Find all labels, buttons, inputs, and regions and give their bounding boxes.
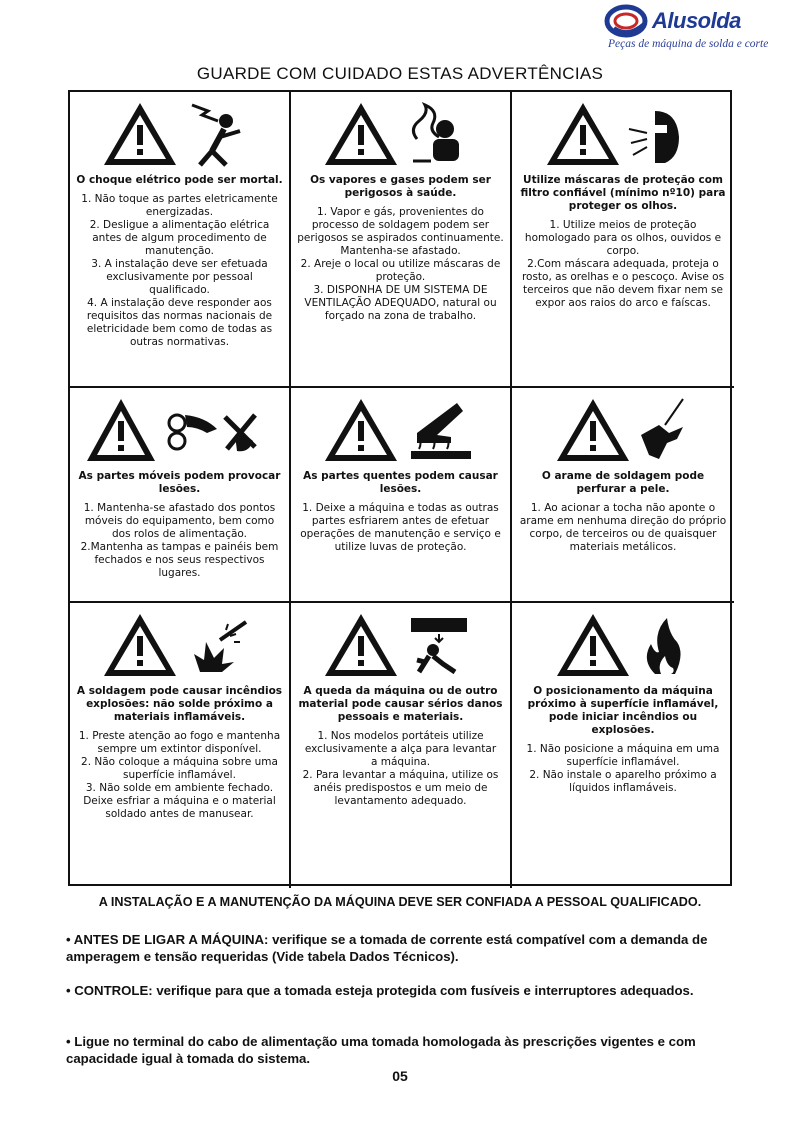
warning-line: 4. A instalação deve responder aos requisitos das normas nacionais de eletricidade bem como de todas as outras normativas. (86, 297, 273, 348)
warning-line: 2.Mantenha as tampas e painéis bem fechados e nos seus respectivos lugares. (80, 541, 279, 579)
warning-title: As partes móveis podem provocar lesões. (78, 470, 281, 495)
warning-line: 2. Areje o local ou utilize máscaras de proteção. (300, 258, 501, 283)
warning-line: 2. Para levantar a máquina, utilize os anéis predispostos e um meio de levantamento adequado. (302, 769, 499, 807)
warning-line: 3. Não solde em ambiente fechado. (85, 782, 274, 794)
alusolda-swoosh-icon (604, 4, 652, 38)
warning-line: 2. Não instale o aparelho próximo a líquidos inflamáveis. (529, 769, 717, 794)
wire-puncture-icon (553, 395, 693, 465)
brand-logo (600, 4, 790, 54)
warning-title: A queda da máquina ou de outro material pode causar sérios danos pessoais e materiais. (298, 685, 503, 723)
warning-line: 1. Utilize meios de proteção homologado para os olhos, ouvidos e corpo. (524, 219, 722, 257)
warning-line: 3. DISPONHA DE UM SISTEMA DE VENTILAÇÃO ADEQUADO, natural ou forçado na zona de trabalho. (304, 284, 497, 322)
warning-line: 1. Nos modelos portáteis utilize exclusivamente a alça para levantar (304, 730, 497, 755)
electric-shock-icon (100, 99, 260, 169)
warning-line: 1. Ao acionar a tocha não aponte o arame em nenhuma direção do próprio corpo, de terceiros ou de quaisquer materiais metálicos. (519, 502, 727, 553)
warning-cell (291, 388, 512, 603)
fumes-gases-icon (321, 99, 481, 169)
warning-line: 2. Desligue a alimentação elétrica antes de algum procedimento de manutenção. (89, 219, 270, 257)
warning-line: 1. Não posicione a máquina em uma superfície inflamável. (526, 743, 720, 768)
warning-cell (512, 388, 734, 603)
warning-cell (70, 388, 291, 603)
page-title: GUARDE COM CUIDADO ESTAS ADVERTÊNCIAS (196, 64, 604, 83)
warning-cell (512, 92, 734, 388)
warning-title: O arame de soldagem pode perfurar a pele. (541, 470, 705, 495)
warning-title: Os vapores e gases podem ser perigosos à saúde. (310, 174, 491, 199)
warning-line: 2.Com máscara adequada, proteja o rosto, as orelhas e o pescoço. Avise os terceiros que não devem fixar nem se expor aos raios do arco e faíscas. (521, 258, 725, 309)
warning-line: 1. Preste atenção ao fogo e mantenha sempre um extintor disponível. (78, 730, 281, 755)
hot-parts-icon (321, 395, 481, 465)
flammable-surface-icon (553, 610, 693, 680)
warnings-grid (68, 90, 732, 886)
footer-main-warning: A INSTALAÇÃO E A MANUTENÇÃO DA MÁQUINA DEVE SER CONFIADA A PESSOAL QUALIFICADO. (98, 895, 702, 909)
brand-tagline: Peças de máquina de solda e corte (608, 38, 769, 50)
warning-line: Deixe esfriar a máquina e o material soldado antes de manusear. (83, 795, 276, 820)
warning-line: 1. Mantenha-se afastado dos pontos móveis do equipamento, bem como dos rolos de alimentação. (83, 502, 276, 540)
warning-line: a máquina. (370, 756, 431, 768)
warning-title: O posicionamento da máquina próximo à superfície inflamável, pode iniciar incêndios ou explosões. (527, 685, 719, 736)
warning-line: 1. Não toque as partes eletricamente energizadas. (81, 193, 278, 218)
warning-title: O choque elétrico pode ser mortal. (76, 174, 283, 186)
page-number: 05 (392, 1068, 408, 1084)
warning-line: 1. Deixe a máquina e todas as outras partes esfriarem antes de efetuar operações de manutenção e serviço e utilize luvas de proteção. (300, 502, 501, 553)
warning-cell (291, 603, 512, 888)
warning-line: 2. Não coloque a máquina sobre uma superfície inflamável. (81, 756, 278, 781)
fire-explosion-icon (100, 610, 260, 680)
note-item: • ANTES DE LIGAR A MÁQUINA: verifique se a tomada de corrente está compatível com a demanda de amperagem e tensão requeridas (Vide tabela Dados Técnicos). (66, 932, 708, 964)
warning-line: 3. A instalação deve ser efetuada exclusivamente por pessoal qualificado. (91, 258, 268, 296)
moving-parts-icon (85, 395, 275, 465)
warning-line: 1. Vapor e gás, provenientes do processo de soldagem podem ser perigosos se aspirados continuamente. Mantenha-se afastado. (297, 206, 504, 257)
warning-cell (512, 603, 734, 888)
warning-title: A soldagem pode causar incêndios explosões: não solde próximo a materiais inflamáveis. (76, 685, 283, 723)
welding-mask-icon (543, 99, 703, 169)
warning-cell (70, 603, 291, 888)
warning-cell (70, 92, 291, 388)
note-item: • CONTROLE: verifique para que a tomada esteja protegida com fusíveis e interruptores adequados. (66, 983, 694, 998)
warning-title: As partes quentes podem causar lesões. (303, 470, 498, 495)
brand-name: Alusolda (652, 8, 741, 33)
falling-machine-icon (321, 610, 481, 680)
warning-cell (291, 92, 512, 388)
warning-title: Utilize máscaras de proteção com filtro confiável (mínimo nº10) para proteger os olhos. (520, 174, 726, 212)
note-item: • Ligue no terminal do cabo de alimentação uma tomada homologada às prescrições vigentes e com capacidade igual à tomada do sistema. (66, 1034, 696, 1066)
